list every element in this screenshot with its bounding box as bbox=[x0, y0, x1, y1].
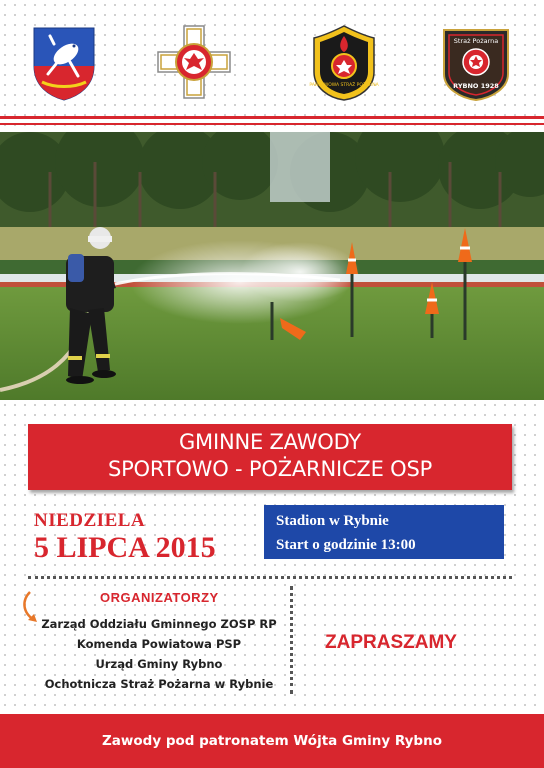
firefighter-photo bbox=[0, 132, 544, 400]
psp-logo bbox=[304, 22, 384, 102]
invite-text: ZAPRASZAMY bbox=[325, 632, 457, 653]
osp-logo-top-text: Straż Pożarna bbox=[453, 37, 499, 45]
event-date: 5 LIPCA 2015 bbox=[34, 531, 216, 564]
organizer-item: Urząd Gminy Rybno bbox=[95, 657, 223, 671]
organizers-list bbox=[34, 614, 284, 694]
rybno-coat-of-arms-logo bbox=[24, 22, 104, 102]
venue-time-box bbox=[264, 505, 504, 559]
patronage-footer: Zawody pod patronatem Wójta Gminy Rybno bbox=[0, 714, 544, 768]
organizer-item: Zarząd Oddziału Gminnego ZOSP RP bbox=[41, 617, 277, 631]
osp-rybno-logo bbox=[436, 22, 516, 102]
event-title-line-1: GMINNE ZAWODY bbox=[178, 430, 362, 454]
psp-logo-text: PAŃSTWOWA STRAŻ POŻARNA bbox=[309, 83, 379, 88]
red-divider-bottom bbox=[0, 123, 544, 125]
red-divider-top bbox=[0, 116, 544, 119]
event-title-line-2: SPORTOWO - POŻARNICZE OSP bbox=[107, 457, 433, 481]
start-time-text: Start o godzinie 13:00 bbox=[276, 537, 416, 553]
organizer-item: Komenda Powiatowa PSP bbox=[76, 637, 242, 651]
organizer-item: Ochotnicza Straż Pożarna w Rybnie bbox=[44, 677, 274, 691]
venue-text: Stadion w Rybnie bbox=[276, 513, 389, 529]
dotted-divider-vertical bbox=[290, 586, 293, 694]
event-title-banner bbox=[28, 424, 512, 490]
osp-logo-bottom-text: RYBNO 1928 bbox=[453, 82, 499, 90]
event-day: NIEDZIELA bbox=[34, 510, 146, 531]
zosp-rp-logo bbox=[154, 22, 234, 102]
dotted-divider-horizontal bbox=[28, 576, 512, 579]
organizers-heading: ORGANIZATORZY bbox=[100, 590, 219, 605]
